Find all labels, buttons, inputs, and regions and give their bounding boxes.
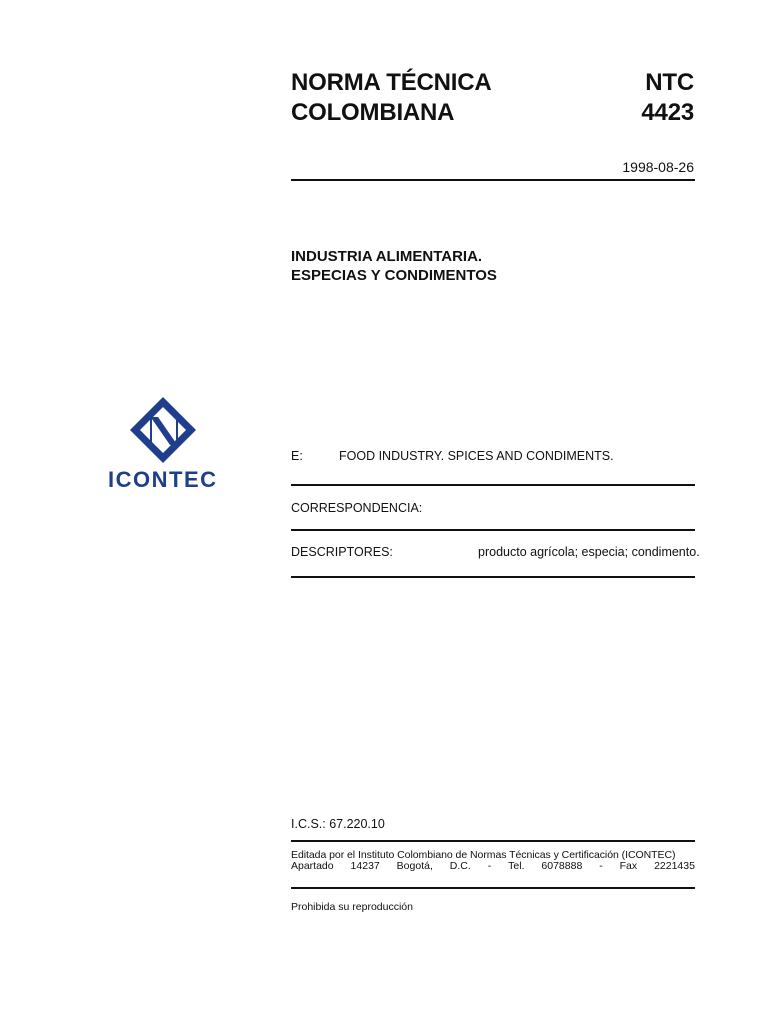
descriptores-label: DESCRIPTORES:	[291, 545, 393, 559]
address-part: -	[599, 860, 603, 872]
prohibited-notice: Prohibida su reproducción	[291, 901, 413, 913]
publication-date: 1998-08-26	[622, 159, 694, 175]
ics-code: I.C.S.: 67.220.10	[291, 817, 385, 831]
editor-line: Editada por el Instituto Colombiano de Normas Técnicas y Certificación (ICONTEC)	[291, 849, 676, 861]
address-part: Bogotá,	[396, 860, 433, 872]
divider-ics	[291, 840, 695, 842]
code-line-1: NTC	[645, 69, 694, 96]
descriptores-value: producto agrícola; especia; condimento.	[478, 545, 700, 559]
divider-header	[291, 179, 695, 181]
address-part: Apartado	[291, 860, 334, 872]
divider-footer	[291, 887, 695, 889]
address-part: Tel.	[508, 860, 525, 872]
icontec-emblem-icon	[106, 395, 221, 465]
address-part: 6078888	[541, 860, 583, 872]
code-line-2: 4423	[641, 99, 694, 126]
divider-descriptores	[291, 576, 695, 578]
title-line-2: COLOMBIANA	[291, 99, 455, 126]
divider-correspondencia	[291, 529, 695, 531]
subject-line-2: ESPECIAS Y CONDIMENTOS	[291, 267, 497, 284]
english-title: FOOD INDUSTRY. SPICES AND CONDIMENTS.	[339, 449, 614, 463]
logo-wordmark: ICONTEC	[108, 467, 218, 492]
address-part: 2221435	[654, 860, 695, 872]
title-line-1: NORMA TÉCNICA	[291, 69, 492, 96]
address-part: 14237	[350, 860, 380, 872]
address-part: -	[487, 860, 492, 872]
icontec-logo	[106, 395, 221, 495]
address-line	[291, 860, 695, 872]
address-part: D.C.	[449, 860, 471, 872]
correspondencia-label: CORRESPONDENCIA:	[291, 501, 423, 515]
divider-english	[291, 484, 695, 486]
address-part: Fax	[619, 860, 638, 872]
english-label: E:	[291, 449, 303, 463]
subject-line-1: INDUSTRIA ALIMENTARIA.	[291, 248, 483, 265]
